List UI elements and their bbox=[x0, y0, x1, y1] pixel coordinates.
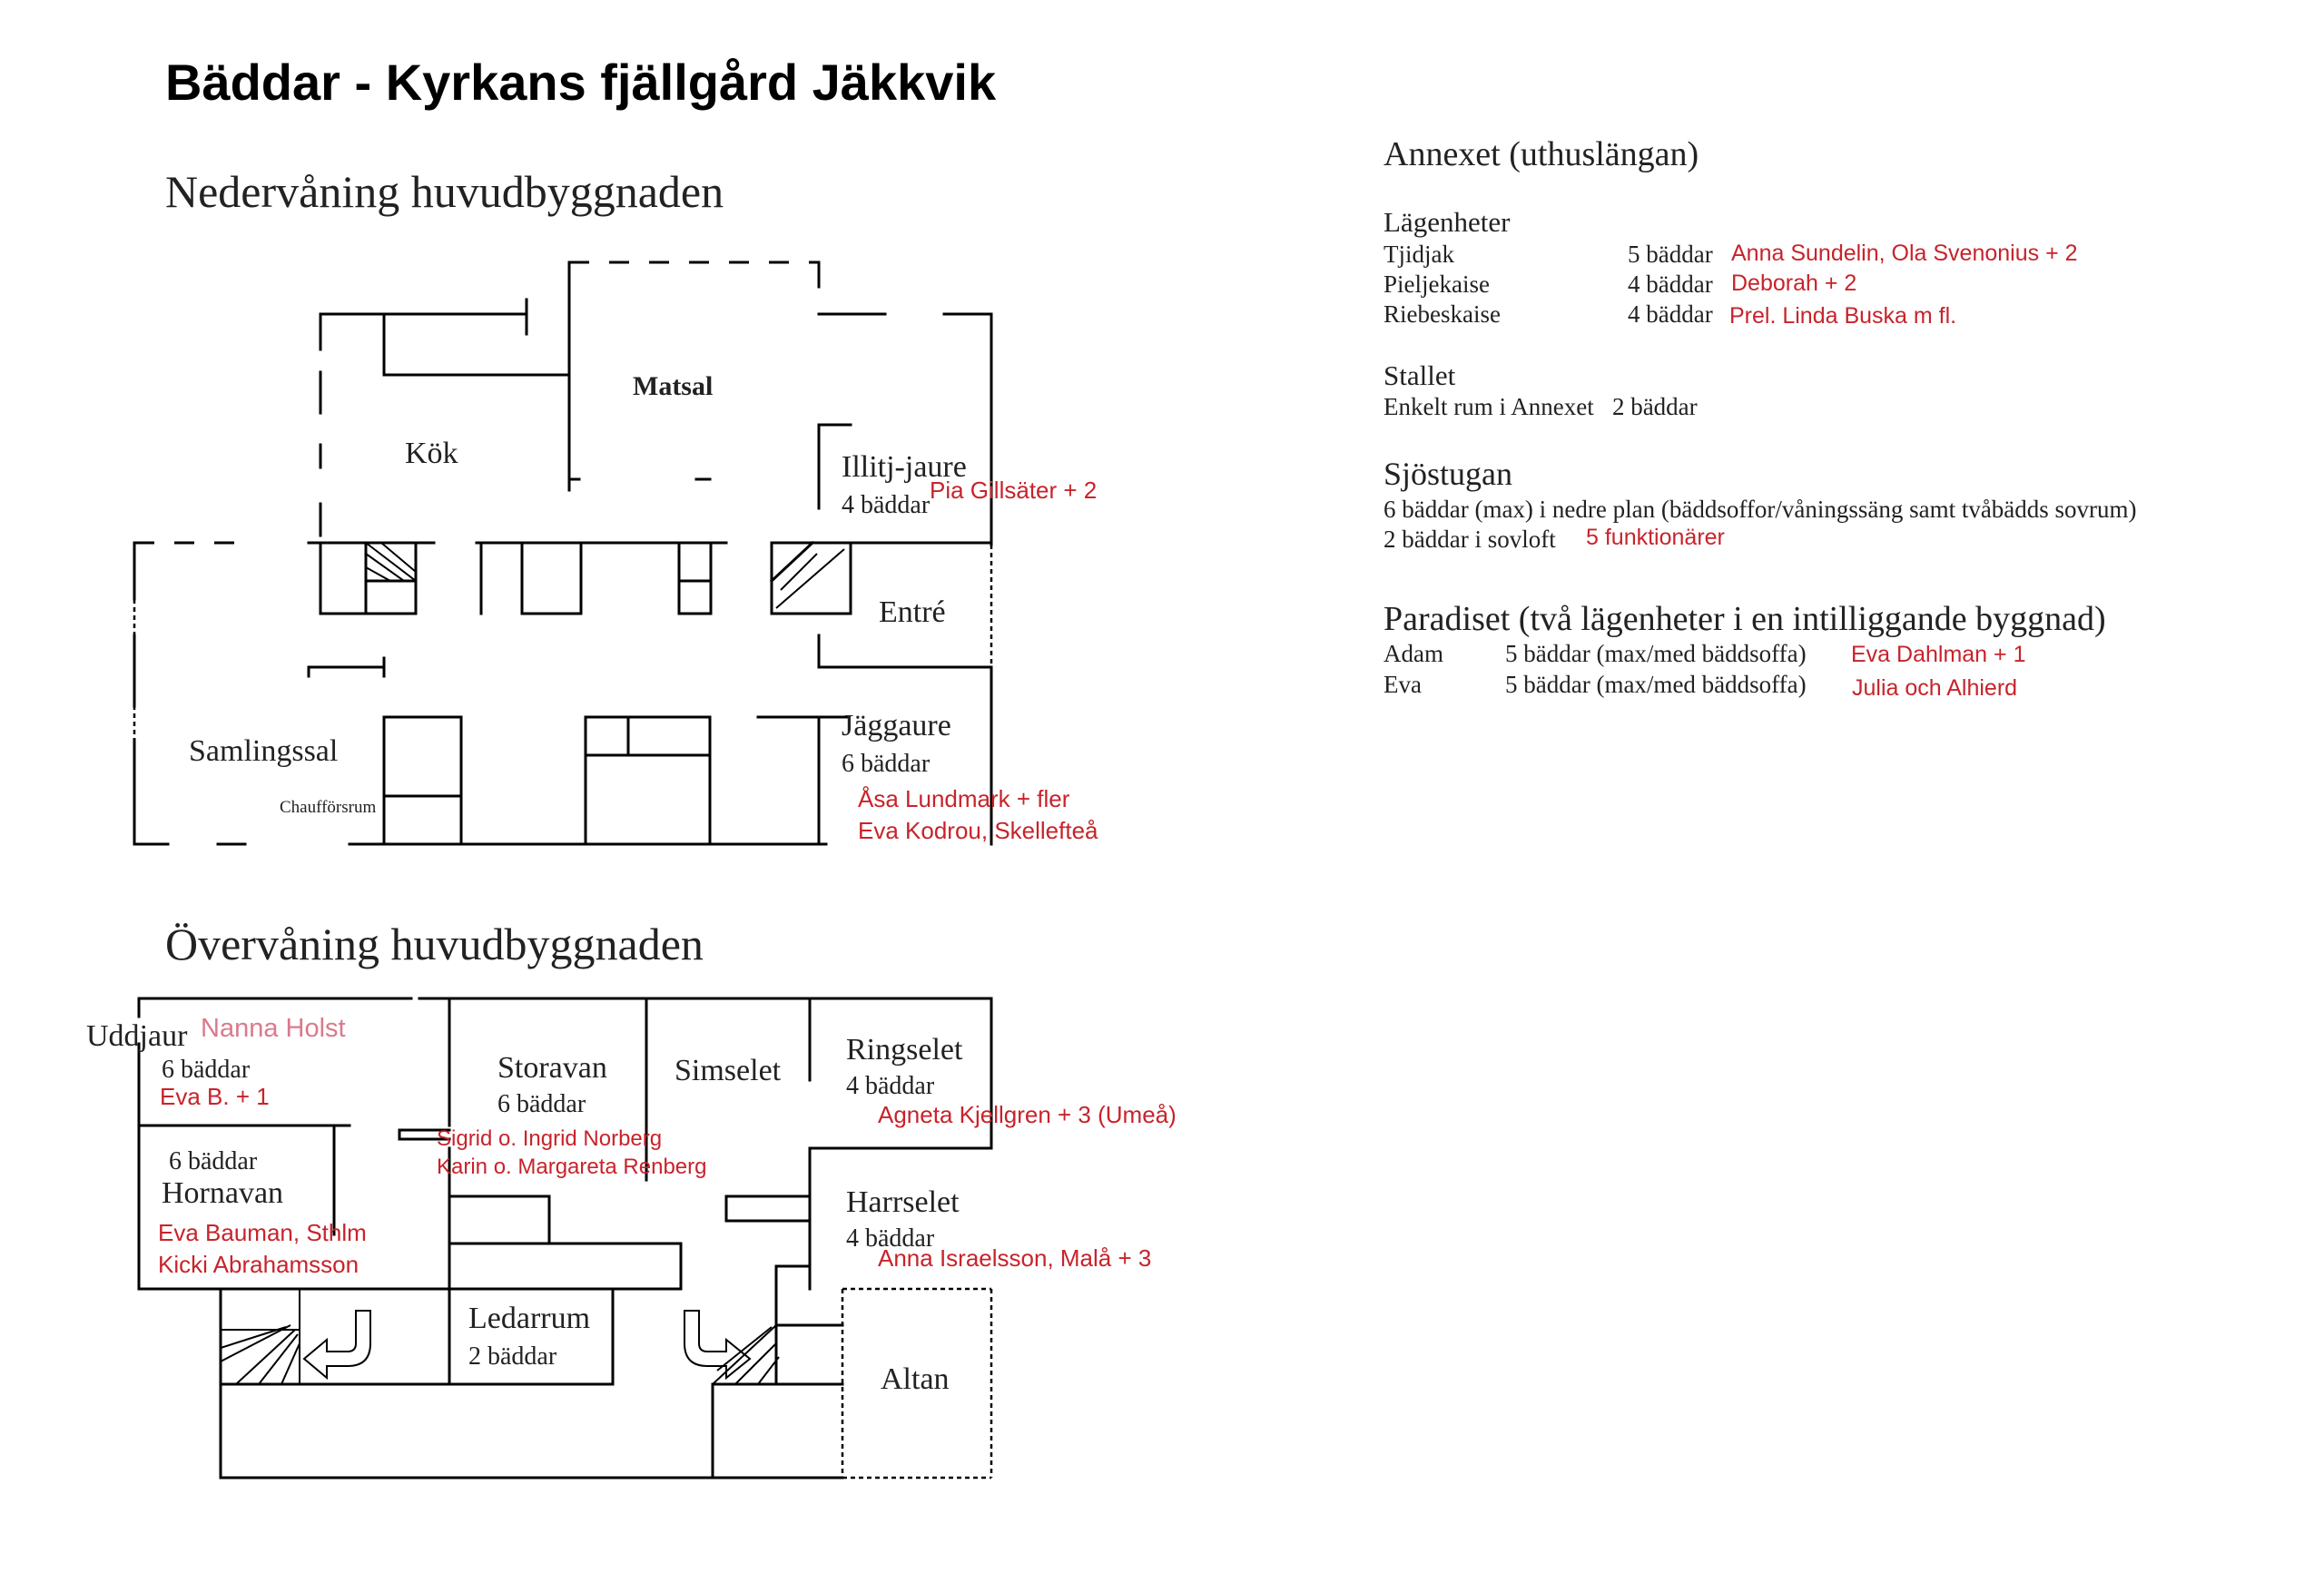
matsal-label: Matsal bbox=[633, 371, 714, 401]
hornavan-name: Hornavan bbox=[162, 1176, 284, 1210]
storavan-name: Storavan bbox=[497, 1051, 607, 1085]
ringselet-beds: 4 bäddar bbox=[846, 1072, 935, 1100]
jaggaure-guest-2: Eva Kodrou, Skellefteå bbox=[858, 817, 1098, 844]
uddjaur-guests: Eva B. + 1 bbox=[160, 1083, 270, 1110]
ringselet-name: Ringselet bbox=[846, 1033, 963, 1067]
hornavan-guest-1: Eva Bauman, Sthlm bbox=[158, 1219, 367, 1246]
page-title: Bäddar - Kyrkans fjällgård Jäkkvik bbox=[165, 54, 997, 111]
kok-label: Kök bbox=[405, 437, 458, 470]
illitj-jaure-name: Illitj-jaure bbox=[842, 450, 967, 484]
storavan-guest-1: Sigrid o. Ingrid Norberg bbox=[437, 1126, 663, 1151]
hornavan-guest-2: Kicki Abrahamsson bbox=[158, 1251, 359, 1278]
annex-row-guests: Deborah + 2 bbox=[1731, 270, 1857, 296]
sjostugan-line-2: 2 bäddar i sovloft bbox=[1384, 526, 1556, 553]
annex-row-guests: Anna Sundelin, Ola Svenonius + 2 bbox=[1731, 241, 2078, 266]
uddjaur-beds: 6 bäddar bbox=[162, 1056, 251, 1084]
annex-row-name: Pieljekaise bbox=[1384, 270, 1490, 298]
annexet-section bbox=[1384, 135, 2078, 329]
uddjaur-name: Uddjaur bbox=[86, 1019, 188, 1053]
annex-row-name: Tjidjak bbox=[1384, 241, 1454, 268]
annex-row-name: Riebeskaise bbox=[1384, 300, 1501, 328]
uddjaur-note: Nanna Holst bbox=[201, 1014, 346, 1043]
annex-row-beds: 5 bäddar bbox=[1628, 241, 1713, 268]
jaggaure-name: Jäggaure bbox=[842, 709, 951, 742]
jaggaure-beds: 6 bäddar bbox=[842, 750, 931, 778]
stallet-section bbox=[1384, 359, 1698, 420]
harrselet-beds: 4 bäddar bbox=[846, 1224, 935, 1253]
paradiset-row-beds: 5 bäddar (max/med bäddsoffa) bbox=[1505, 640, 1807, 667]
stallet-line: Enkelt rum i Annexet 2 bäddar bbox=[1384, 393, 1698, 420]
ringselet-guests: Agneta Kjellgren + 3 (Umeå) bbox=[878, 1101, 1177, 1128]
paradiset-row-guests: Eva Dahlman + 1 bbox=[1851, 642, 2026, 667]
jaggaure-guest-1: Åsa Lundmark + fler bbox=[858, 785, 1070, 812]
paradiset-heading: Paradiset (två lägenheter i en intilliggande byggnad) bbox=[1384, 600, 2106, 638]
sjostugan-line-1: 6 bäddar (max) i nedre plan (bäddsoffor/våningssäng samt tvåbädds sovrum) bbox=[1384, 496, 2137, 523]
annexet-heading: Annexet (uthuslängan) bbox=[1384, 135, 1699, 173]
annex-row-beds: 4 bäddar bbox=[1628, 300, 1713, 328]
paradiset-section bbox=[1384, 600, 2106, 701]
harrselet-guests: Anna Israelsson, Malå + 3 bbox=[878, 1244, 1152, 1272]
simselet-label: Simselet bbox=[675, 1054, 782, 1087]
hornavan-beds: 6 bäddar bbox=[169, 1147, 258, 1175]
sjostugan-heading: Sjöstugan bbox=[1384, 456, 1513, 492]
ledarrum-beds: 2 bäddar bbox=[468, 1342, 557, 1371]
illitj-jaure-guests: Pia Gillsäter + 2 bbox=[930, 477, 1098, 504]
paradiset-row-name: Adam bbox=[1384, 640, 1443, 667]
sjostugan-section bbox=[1384, 456, 2137, 553]
illitj-jaure-beds: 4 bäddar bbox=[842, 491, 931, 519]
altan-label: Altan bbox=[881, 1362, 950, 1396]
storavan-beds: 6 bäddar bbox=[497, 1090, 586, 1118]
paradiset-row-name: Eva bbox=[1384, 671, 1422, 698]
lagenheter-heading: Lägenheter bbox=[1384, 206, 1511, 238]
entre-label: Entré bbox=[879, 595, 946, 629]
paradiset-row-beds: 5 bäddar (max/med bäddsoffa) bbox=[1505, 671, 1807, 698]
upper-floor-heading: Övervåning huvudbyggnaden bbox=[165, 919, 704, 969]
annex-row-guests: Prel. Linda Buska m fl. bbox=[1729, 303, 1957, 329]
ground-floor-heading: Nedervåning huvudbyggnaden bbox=[165, 166, 724, 217]
samlingssal-label: Samlingssal bbox=[189, 734, 339, 768]
ledarrum-name: Ledarrum bbox=[468, 1302, 591, 1335]
paradiset-row-guests: Julia och Alhierd bbox=[1852, 675, 2018, 701]
harrselet-name: Harrselet bbox=[846, 1185, 960, 1219]
annex-row-beds: 4 bäddar bbox=[1628, 270, 1713, 298]
storavan-guest-2: Karin o. Margareta Renberg bbox=[437, 1155, 707, 1179]
chaufforsrum-label: Chaufförsrum bbox=[280, 798, 377, 817]
stallet-heading: Stallet bbox=[1384, 359, 1456, 391]
sjostugan-guests: 5 funktionärer bbox=[1586, 525, 1725, 550]
